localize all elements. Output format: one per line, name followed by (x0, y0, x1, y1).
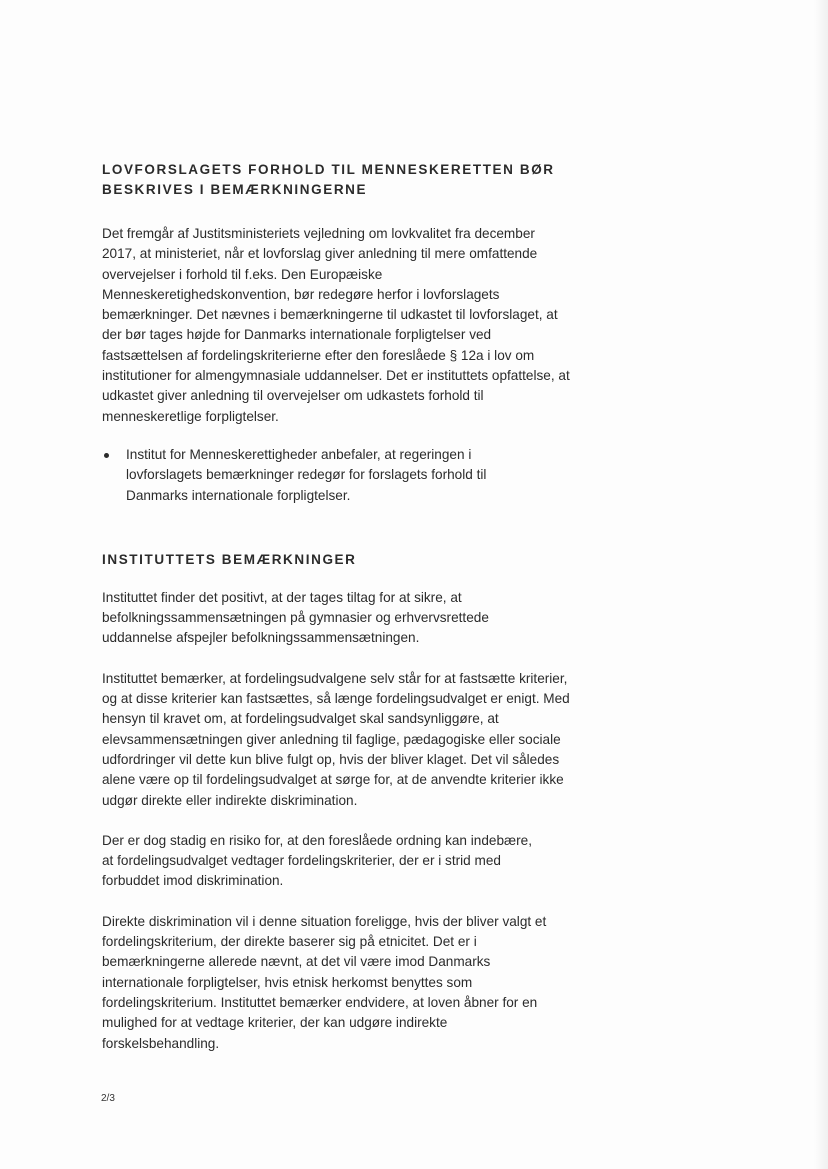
section1-paragraph: Det fremgår af Justitsministeriets vejledning om lovkvalitet fra december 2017, at ministeriet, når et lovforslag giver anledning til mere omfattende overvejelser i forhold til f.eks. Den Europæiske Menneskeretighedskonvention, bør redegøre herfor i lovforslagets bemærkninger. Det nævnes i bemærkningerne til udkastet til lovforslaget, at der bør tages højde for Danmarks internationale forpligtelser ved fastsættelsen af fordelingskriterierne efter den foreslåede § 12a i lov om institutioner for almengymnasiale uddannelser. Det er instituttets opfattelse, at udkastet giver anledning til overvejelser om udkastets forhold til menneskeretlige forpligtelser. (102, 226, 570, 424)
remarks-paragraph-3: Der er dog stadig en risiko for, at den foreslåede ordning kan indebære, at fordelingsudvalget vedtager fordelingskriterier, der er i strid med forbuddet imod diskrimination. (102, 832, 532, 889)
recommendation-item (102, 445, 531, 506)
section-heading-institute-remarks: INSTITUTTETS BEMÆRKNINGER (102, 551, 357, 567)
remarks-paragraph-1: Instituttet finder det positivt, at der tages tiltag for at sikre, at befolkningssammensætningen på gymnasier og erhvervsrettede uddannelse afspejler befolkningssammensætningen. (102, 589, 489, 646)
bullet-icon (104, 453, 109, 458)
page-number: 2/3 (101, 1093, 115, 1104)
section-heading-human-rights: LOVFORSLAGETS FORHOLD TIL MENNESKERETTEN BØR BESKRIVES I BEMÆRKNINGERNE (102, 162, 555, 197)
document-content (102, 160, 572, 1054)
remarks-paragraph-2: Instituttet bemærker, at fordelingsudvalgene selv står for at fastsætte kriterier, og at disse kriterier kan fastsættes, så længe fordelingsudvalget er enigt. Med hensyn til kravet om, at fordelingsudvalget skal sandsynliggøre, at elevsammensætningen giver anledning til faglige, pædagogiske eller sociale udfordringer vil dette kun blive fulgt op, hvis der bliver klaget. Det vil således alene være op til fordelingsudvalget at sørge for, at de anvendte kriterier ikke udgør direkte eller indirekte diskrimination. (102, 670, 570, 808)
scan-edge-shadow (814, 0, 828, 1169)
recommendation-list (102, 445, 572, 506)
recommendation-text: Institut for Menneskerettigheder anbefaler, at regeringen i lovforslagets bemærkninger redegør for forslagets forhold til Danmarks internationale forpligtelser. (126, 446, 487, 503)
remarks-paragraph-4: Direkte diskrimination vil i denne situation foreligge, hvis der bliver valgt et fordelingskriterium, der direkte baserer sig på etnicitet. Det er i bemærkningerne allerede nævnt, at det vil være imod Danmarks internationale forpligtelser, hvis etnisk herkomst benyttes som fordelingskriterium. Instituttet bemærker endvidere, at loven åbner for en mulighed for at vedtage kriterier, der kan udgøre indirekte forskelsbehandling. (102, 913, 547, 1051)
